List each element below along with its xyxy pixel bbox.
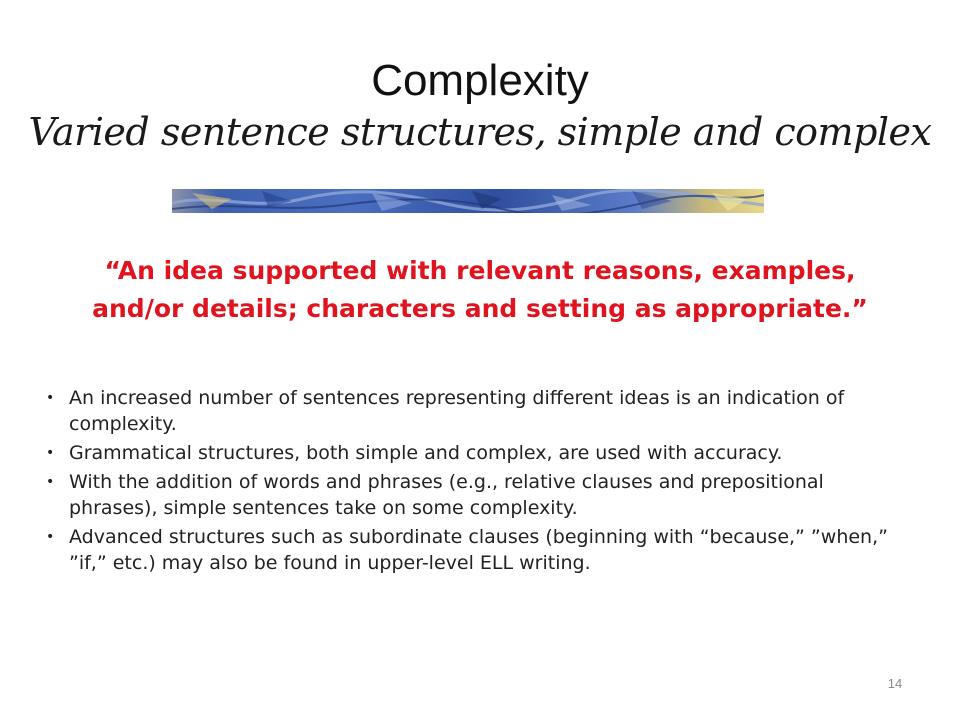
bullet-dot-icon: • [46,529,55,545]
bullet-dot-icon: • [46,390,55,406]
bullet-item [46,385,916,437]
bullet-item [46,440,916,466]
bullet-text: Advanced structures such as subordinate clauses (beginning with “because,” ”when,” ”if,” etc.) may also be found in upper-level ELL writing. [69,526,888,574]
bullet-item [46,524,916,576]
slide-subtitle: Varied sentence structures, simple and complex [28,110,932,154]
bullet-item [46,469,916,521]
page-number: 14 [887,676,903,691]
decorative-banner-image [172,189,764,213]
slide-title: Complexity [371,56,589,105]
quote-text: “An idea supported with relevant reasons, examples, and/or details; characters and setting as appropriate.” [92,256,868,323]
bullet-dot-icon: • [46,445,55,461]
bullet-text: Grammatical structures, both simple and complex, are used with accuracy. [69,442,783,464]
bullet-text: An increased number of sentences representing different ideas is an indication of complexity. [69,387,845,435]
bullet-dot-icon: • [46,474,55,490]
bullet-list [46,385,916,579]
bullet-text: With the addition of words and phrases (e.g., relative clauses and prepositional phrases), simple sentences take on some complexity. [69,471,824,519]
